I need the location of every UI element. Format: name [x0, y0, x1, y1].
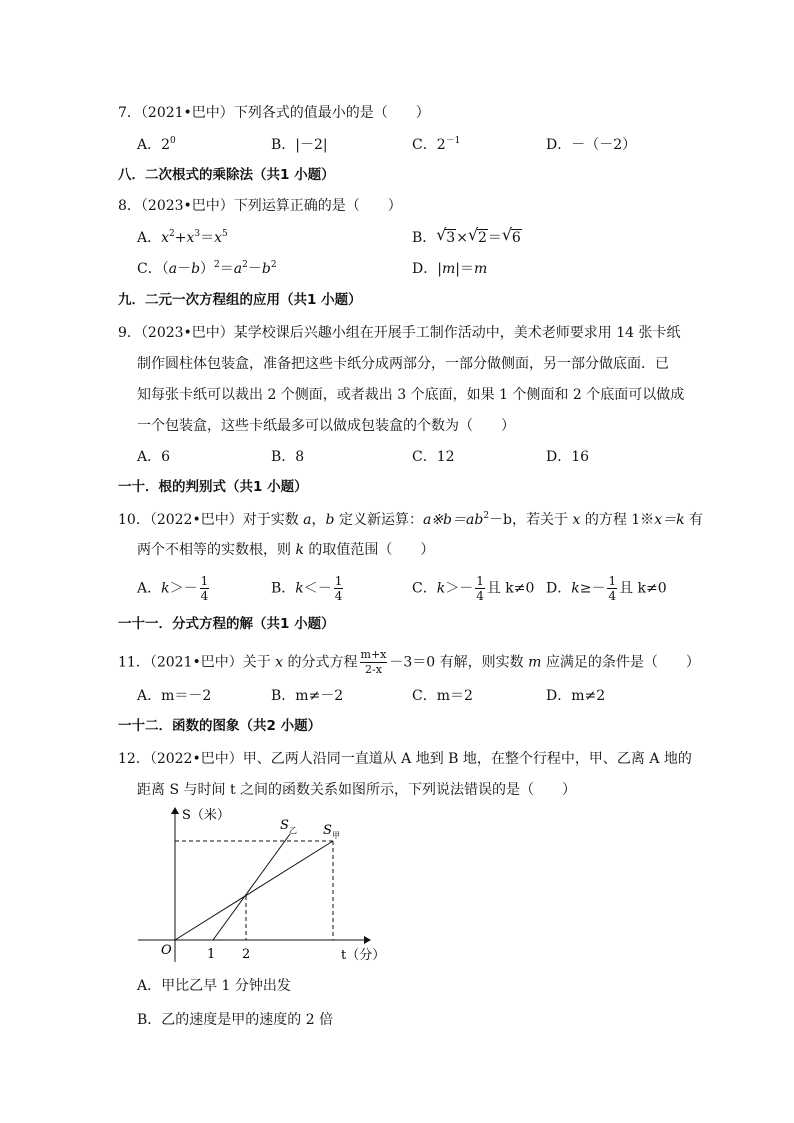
y-axis-label: S（米）: [182, 808, 230, 823]
q11-option-c: C．m＝2: [412, 688, 473, 704]
q10-option-b: B．k＜－ $\frac{1}{4}$: [271, 574, 343, 603]
question-11-stem: 11．（2021•巴中）关于 x 的分式方程 $\frac{m+x}{2-x}$ －3＝0 有解，则实数 m 应满足的条件是（ ）: [118, 648, 700, 676]
q7-option-a: A．$2^0$: [137, 136, 176, 153]
question-9-line-1: 9．（2023•巴中）某学校课后兴趣小组在开展手工制作活动中，美术老师要求用 14 张卡纸: [118, 325, 681, 341]
question-9-line-2: 制作圆柱体包装盒，准备把这些卡纸分成两部分，一部分做侧面，另一部分做底面．已: [137, 356, 669, 372]
label-s-yi: S: [280, 818, 289, 833]
section-heading-8: 八．二次根式的乘除法（共1 小题）: [118, 167, 335, 183]
distance-time-graph: [130, 800, 400, 970]
line-s-yi: [213, 834, 290, 940]
label-s-jia: S: [323, 823, 332, 838]
q11-option-d: D．m≠2: [546, 688, 606, 704]
tick-label-2: 2: [242, 947, 251, 962]
question-9-line-3: 知每张卡纸可以裁出 2 个侧面，或者裁出 3 个底面，如果 1 个侧面和 2 个底面可以做成: [137, 387, 685, 403]
section-heading-11: 一十．根的判别式（共1 小题）: [118, 479, 308, 495]
q10-option-d: D．k≥－ $\frac{1}{4}$ 且 k≠0: [546, 574, 667, 603]
q8-option-b: B． √ 3× √ 2＝ √ 6: [412, 225, 521, 246]
tick-label-1: 1: [207, 947, 216, 962]
q7-option-c: C．$2^{-1}$: [412, 136, 461, 153]
q12-option-b: B．乙的速度是甲的速度的 2 倍: [137, 1012, 334, 1028]
line-s-jia: [175, 841, 333, 940]
q11-option-a: A．m＝－2: [137, 688, 212, 704]
q8-option-a: A．$x^2+x^3=x^5$: [137, 229, 228, 246]
origin-label: O: [161, 943, 172, 958]
q10-option-c: C．k＞－ $\frac{1}{4}$ 且 k≠0: [412, 574, 535, 603]
q9-option-d: D．16: [546, 449, 590, 465]
q9-option-b: B．8: [271, 449, 305, 465]
q7-option-d: D．－（－2）: [546, 137, 637, 153]
question-12-line-2: 距离 S 与时间 t 之间的函数关系如图所示，下列说法错误的是（ ）: [137, 782, 577, 798]
question-7-stem: 7．（2021•巴中）下列各式的值最小的是（ ）: [118, 105, 430, 121]
section-heading-12: 一十一．分式方程的解（共1 小题）: [118, 616, 335, 632]
q9-option-a: A．6: [137, 449, 171, 465]
question-10-line-1: 10．（2022•巴中）对于实数 a，b 定义新运算：$a※b=ab^2-b$，若关于 x 的方程 1※x＝k 有: [118, 511, 704, 528]
label-s-yi-sub: 乙: [289, 826, 297, 835]
question-12-line-1: 12．（2022•巴中）甲、乙两人沿同一直道从 A 地到 B 地，在整个行程中，甲、乙离 A 地的: [118, 751, 692, 767]
section-heading-9: 九．二元一次方程组的应用（共1 小题）: [118, 292, 362, 308]
q7-option-b: B．|－2|: [271, 137, 328, 153]
q12-option-a: A．甲比乙早 1 分钟出发: [137, 978, 291, 994]
question-8-stem: 8．（2023•巴中）下列运算正确的是（ ）: [118, 198, 402, 214]
question-10-line-2: 两个不相等的实数根，则 k 的取值范围（ ）: [137, 542, 435, 558]
section-heading-13: 一十二．函数的图象（共2 小题）: [118, 718, 322, 734]
label-s-jia-sub: 甲: [332, 831, 340, 840]
q8-option-d: D．|m|＝m: [412, 261, 488, 277]
q9-option-c: C．12: [412, 449, 455, 465]
question-9-line-4: 一个包装盒，这些卡纸最多可以做成包装盒的个数为（ ）: [137, 418, 515, 434]
q11-option-b: B．m≠－2: [271, 688, 344, 704]
q8-option-c: C．$(a-b)^2=a^2-b^2$: [137, 260, 277, 277]
x-axis-label: t（分）: [341, 948, 386, 963]
q10-option-a: A．k＞－ $\frac{1}{4}$: [137, 574, 209, 603]
